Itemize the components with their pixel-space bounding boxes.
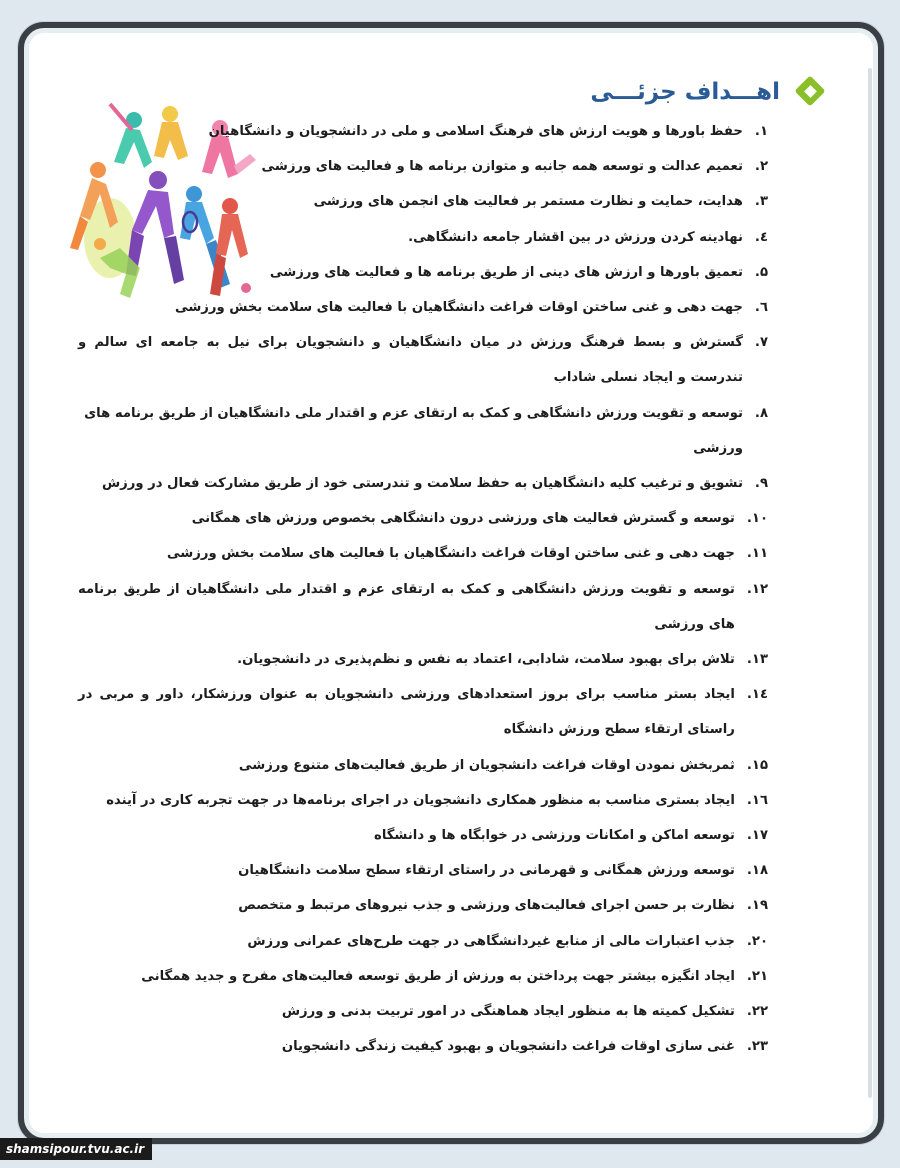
page-title: اهـــداف جزئـــی <box>590 79 780 105</box>
goal-item <box>78 853 768 888</box>
goal-number: ۲۳. <box>746 1039 768 1055</box>
goal-number: ۱٤. <box>746 687 768 703</box>
goal-item <box>78 184 768 219</box>
goal-number: ۱۳. <box>746 652 768 668</box>
goal-item <box>78 396 768 466</box>
goal-item <box>78 220 768 255</box>
goal-item <box>78 290 768 325</box>
goal-item <box>78 466 768 501</box>
goal-text: تشکیل کمیته ها به منظور ایجاد هماهنگی در امور تربیت بدنی و ورزش <box>281 1004 735 1020</box>
goal-number: ۱۹. <box>746 898 768 914</box>
goal-text: توسعه و تقویت ورزش دانشگاهی و کمک به ارتقای عزم و اقتدار ملی دانشگاهیان از طریق برنامه های ورزشی <box>78 581 735 632</box>
goal-number: ۵. <box>754 264 768 280</box>
goal-item <box>78 536 768 571</box>
goal-number: ۱٦. <box>746 792 768 808</box>
goal-item <box>78 325 768 395</box>
goal-item <box>78 818 768 853</box>
goal-number: ۲۲. <box>746 1004 768 1020</box>
goal-number: ۱. <box>754 124 768 139</box>
goal-number: ۲۱. <box>746 968 768 984</box>
goal-text: تلاش برای بهبود سلامت، شادابی، اعتماد به نفس و نظم‌پذیری در دانشجویان. <box>237 652 735 668</box>
goal-number: ۱۲. <box>746 581 768 597</box>
goal-item <box>78 959 768 994</box>
goal-number: ۳. <box>754 194 768 210</box>
section-header <box>590 72 828 112</box>
goal-number: ۱۱. <box>746 546 768 562</box>
goal-item <box>78 924 768 959</box>
goal-item <box>78 642 768 677</box>
goal-item <box>78 501 768 536</box>
goal-text: جهت دهی و غنی ساختن اوقات فراغت دانشگاهیان با فعالیت های سلامت بخش ورزشی <box>166 546 735 562</box>
goal-text: ایجاد بستری مناسب به منظور همکاری دانشجویان در اجرای برنامه‌ها در جهت تجربه کاری در آینده <box>106 792 735 808</box>
goal-text: تعمیق باورها و ارزش های دینی از طریق برنامه ها و فعالیت های ورزشی <box>269 264 743 280</box>
goal-number: ۲. <box>754 159 768 175</box>
goal-item <box>78 748 768 783</box>
goal-item <box>78 1029 768 1064</box>
goal-text: نهادینه کردن ورزش در بین اقشار جامعه دانشگاهی. <box>408 229 743 245</box>
goal-text: توسعه و گسترش فعالیت های ورزشی درون دانشگاهی بخصوص ورزش های همگانی <box>191 511 735 527</box>
site-watermark: shamsipour.tvu.ac.ir <box>0 1138 152 1160</box>
goal-number: ۲۰. <box>746 933 768 949</box>
goal-text: گسترش و بسط فرهنگ ورزش در میان دانشگاهیان و دانشجویان برای نیل به جامعه ای سالم و تندرست و ایجاد نسلی شاداب <box>78 335 743 386</box>
goal-text: تعمیم عدالت و توسعه همه جانبه و متوازن برنامه ها و فعالیت های ورزشی <box>261 159 743 175</box>
goal-text: توسعه و تقویت ورزش دانشگاهی و کمک به ارتقای عزم و اقتدار ملی دانشگاهیان از طریق برنامه های ورزشی <box>84 405 743 456</box>
goal-item <box>78 994 768 1029</box>
goal-text: غنی سازی اوقات فراغت دانشجویان و بهبود کیفیت زندگی دانشجویان <box>281 1039 735 1055</box>
goal-item <box>78 888 768 923</box>
goal-item <box>78 572 768 642</box>
goal-item <box>78 677 768 747</box>
goal-number: ۸. <box>754 405 768 421</box>
goal-number: ۱۸. <box>746 863 768 879</box>
goal-item <box>78 114 768 149</box>
goal-text: هدایت، حمایت و نظارت مستمر بر فعالیت های انجمن های ورزشی <box>313 194 743 210</box>
goal-text: ایجاد بستر مناسب برای بروز استعدادهای ورزشی دانشجویان به عنوان ورزشکار، داور و مربی در راستای ارتقاء سطح ورزش دانشگاه <box>78 687 735 738</box>
diamond-icon <box>794 75 828 109</box>
goal-number: ٤. <box>754 229 768 245</box>
goal-number: ٦. <box>754 300 768 316</box>
goal-text: توسعه اماکن و امکانات ورزشی در خوابگاه ها و دانشگاه <box>374 828 735 844</box>
goal-text: جهت دهی و غنی ساختن اوقات فراغت دانشگاهیان با فعالیت های سلامت بخش ورزشی <box>175 300 743 316</box>
goal-number: ۹. <box>754 476 768 492</box>
goal-item <box>78 783 768 818</box>
goal-item <box>78 149 768 184</box>
goal-number: ۱۷. <box>746 828 768 844</box>
goal-number: ۱۵. <box>746 757 768 773</box>
goal-text: حفظ باورها و هویت ارزش های فرهنگ اسلامی و ملی در دانشجویان و دانشگاهیان <box>208 124 743 139</box>
goal-text: تشویق و ترغیب کلیه دانشگاهیان به حفظ سلامت و تندرستی خود از طریق مشارکت فعال در ورزش <box>101 476 743 492</box>
goal-text: ثمربخش نمودن اوقات فراغت دانشجویان از طریق فعالیت‌های متنوع ورزشی <box>238 757 735 773</box>
goal-item <box>78 255 768 290</box>
goals-list <box>78 114 768 1064</box>
goal-text: توسعه ورزش همگانی و قهرمانی در راستای ارتقاء سطح سلامت دانشگاهیان <box>238 863 735 879</box>
goal-text: جذب اعتبارات مالی از منابع غیردانشگاهی در جهت طرح‌های عمرانی ورزش <box>247 933 735 949</box>
goal-text: ایجاد انگیزه بیشتر جهت پرداختن به ورزش از طریق توسعه فعالیت‌های مفرح و جدید همگانی <box>141 968 735 984</box>
goal-text: نظارت بر حسن اجرای فعالیت‌های ورزشی و جذب نیروهای مرتبط و متخصص <box>238 898 735 914</box>
goal-number: ۱۰. <box>746 511 768 527</box>
goal-number: ۷. <box>754 335 768 351</box>
